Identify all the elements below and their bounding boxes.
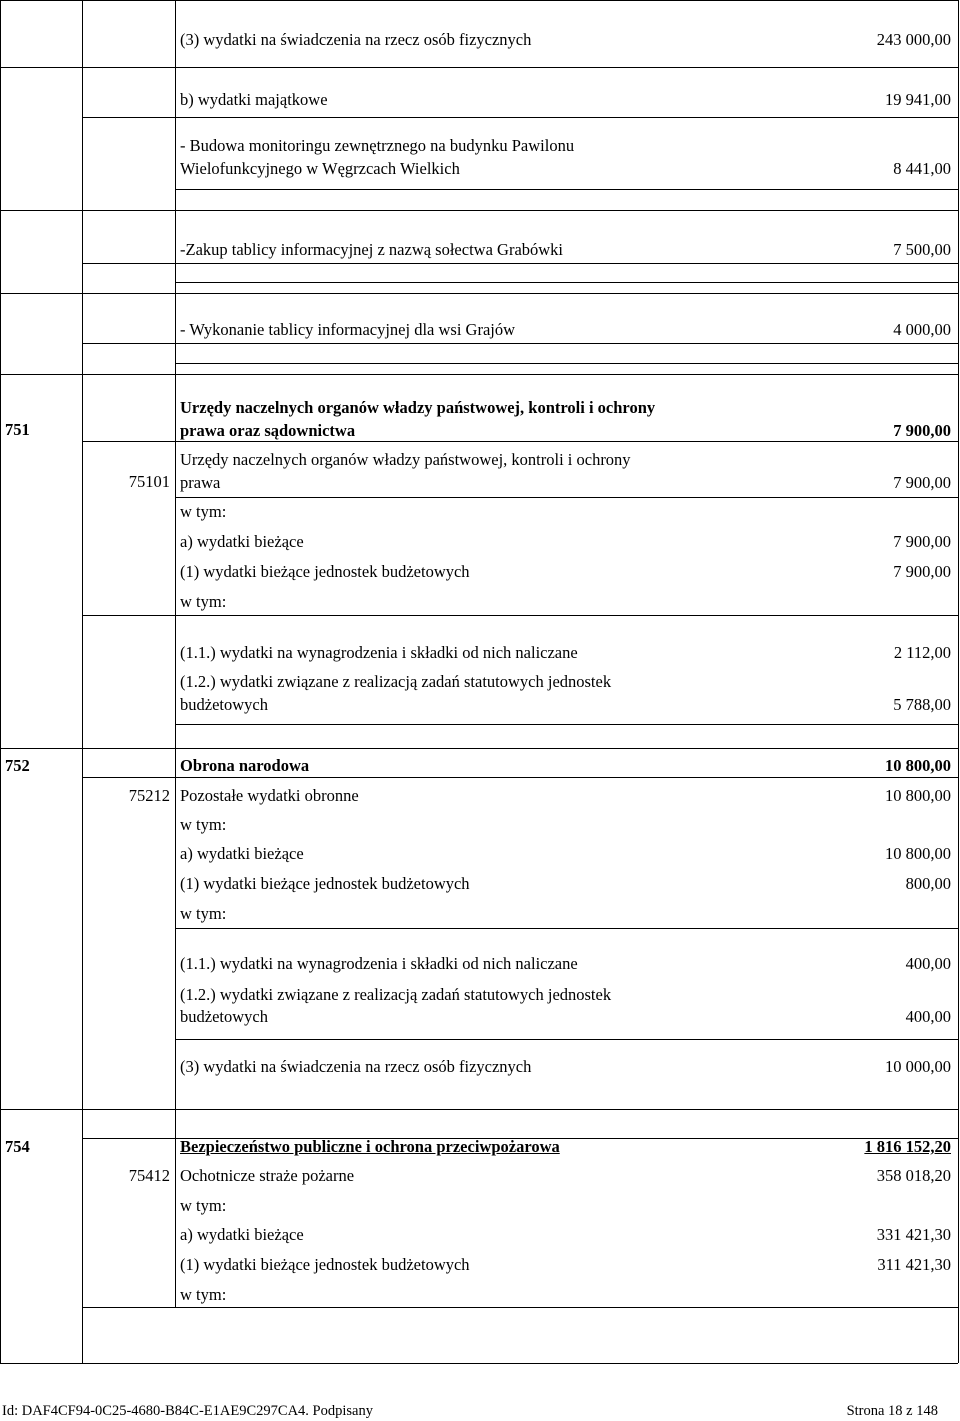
row-divider	[82, 117, 958, 118]
row-divider	[175, 282, 958, 283]
row-description: (1.1.) wydatki na wynagrodzenia i składki od nich naliczane	[180, 954, 578, 973]
chapter-code: 75101	[128, 472, 170, 491]
row-description: w tym:	[180, 502, 227, 521]
row-description: w tym:	[180, 1285, 227, 1304]
row-description: budżetowych	[180, 1007, 268, 1026]
row-amount: 10 000,00	[885, 1057, 951, 1076]
row-amount: 7 500,00	[893, 240, 951, 259]
row-divider	[175, 1039, 958, 1040]
row-description: Ochotnicze straże pożarne	[180, 1166, 355, 1185]
row-description: - Wykonanie tablicy informacyjnej dla wsi Grajów	[180, 320, 516, 339]
page-number: Strona 18 z 148	[846, 1403, 938, 1419]
row-amount: 10 800,00	[885, 844, 951, 863]
row-divider	[82, 1307, 958, 1308]
row-amount: 5 788,00	[893, 695, 951, 714]
row-amount: 800,00	[905, 874, 951, 893]
row-divider	[0, 1363, 958, 1364]
row-amount: 2 112,00	[893, 643, 951, 662]
row-description: budżetowych	[180, 695, 268, 714]
row-amount: 1 816 152,20	[864, 1137, 951, 1156]
page-footer	[0, 1400, 960, 1420]
row-divider	[82, 1138, 958, 1139]
row-description: a) wydatki bieżące	[180, 844, 304, 863]
row-description: Urzędy naczelnych organów władzy państwowej, kontroli i ochrony	[180, 398, 656, 417]
row-description: - Budowa monitoringu zewnętrznego na budynku Pawilonu	[180, 136, 575, 155]
row-description: (1.1.) wydatki na wynagrodzenia i składki od nich naliczane	[180, 643, 578, 662]
row-amount: 7 900,00	[893, 562, 951, 581]
row-description: b) wydatki majątkowe	[180, 90, 328, 109]
row-description: Urzędy naczelnych organów władzy państwowej, kontroli i ochrony	[180, 450, 631, 469]
row-description: (1.2.) wydatki związane z realizacją zadań statutowych jednostek	[180, 985, 612, 1004]
column-divider	[175, 0, 176, 1307]
column-divider	[958, 0, 959, 1363]
row-amount: 19 941,00	[885, 90, 951, 109]
row-divider	[175, 724, 958, 725]
row-description: (1) wydatki bieżące jednostek budżetowych	[180, 1255, 470, 1274]
row-description: w tym:	[180, 592, 227, 611]
row-divider	[0, 0, 958, 1]
row-description: (3) wydatki na świadczenia na rzecz osób fizycznych	[180, 30, 532, 49]
row-amount: 7 900,00	[893, 532, 951, 551]
section-code: 754	[5, 1137, 30, 1156]
row-amount: 8 441,00	[893, 159, 951, 178]
section-code: 751	[5, 420, 30, 439]
row-amount: 400,00	[905, 1007, 951, 1026]
row-amount: 7 900,00	[893, 473, 951, 492]
row-amount: 10 800,00	[885, 756, 951, 775]
row-description: Bezpieczeństwo publiczne i ochrona przeciwpożarowa	[180, 1137, 560, 1156]
row-description: (1) wydatki bieżące jednostek budżetowych	[180, 562, 470, 581]
row-divider	[0, 374, 958, 375]
row-description: a) wydatki bieżące	[180, 1225, 304, 1244]
chapter-code: 75412	[128, 1166, 170, 1185]
row-amount: 7 900,00	[893, 421, 951, 440]
row-amount: 10 800,00	[885, 786, 951, 805]
row-description: w tym:	[180, 904, 227, 923]
row-description: (3) wydatki na świadczenia na rzecz osób fizycznych	[180, 1057, 532, 1076]
row-divider	[0, 210, 958, 211]
row-amount: 311 421,30	[877, 1255, 951, 1274]
row-description: prawa	[180, 473, 221, 492]
row-divider	[82, 441, 958, 442]
row-description: Wielofunkcyjnego w Węgrzcach Wielkich	[180, 159, 460, 178]
row-divider	[82, 777, 958, 778]
row-divider	[0, 748, 958, 749]
row-description: (1.2.) wydatki związane z realizacją zadań statutowych jednostek	[180, 672, 612, 691]
row-divider	[175, 363, 958, 364]
row-amount: 331 421,30	[876, 1225, 951, 1244]
row-divider	[82, 263, 958, 264]
row-description: w tym:	[180, 1196, 227, 1215]
row-description: a) wydatki bieżące	[180, 532, 304, 551]
row-divider	[175, 189, 958, 190]
row-description: w tym:	[180, 815, 227, 834]
row-description: Pozostałe wydatki obronne	[180, 786, 359, 805]
row-divider	[0, 1109, 958, 1110]
row-description: Obrona narodowa	[180, 756, 310, 775]
row-divider	[175, 497, 958, 498]
section-code: 752	[5, 756, 30, 775]
column-divider	[0, 0, 1, 1363]
row-description: prawa oraz sądownictwa	[180, 421, 356, 440]
row-description: (1) wydatki bieżące jednostek budżetowych	[180, 874, 470, 893]
chapter-code: 75212	[128, 786, 170, 805]
row-amount: 400,00	[905, 954, 951, 973]
row-divider	[0, 293, 958, 294]
row-amount: 358 018,20	[876, 1166, 951, 1185]
row-description: -Zakup tablicy informacyjnej z nazwą sołectwa Grabówki	[180, 240, 564, 259]
row-divider	[0, 67, 958, 68]
column-divider	[82, 0, 83, 1363]
row-divider	[82, 615, 958, 616]
row-divider	[175, 928, 958, 929]
document-id: Id: DAF4CF94-0C25-4680-B84C-E1AE9C297CA4. Podpisany	[2, 1403, 373, 1419]
row-amount: 243 000,00	[876, 30, 951, 49]
row-amount: 4 000,00	[893, 320, 951, 339]
row-divider	[82, 343, 958, 344]
